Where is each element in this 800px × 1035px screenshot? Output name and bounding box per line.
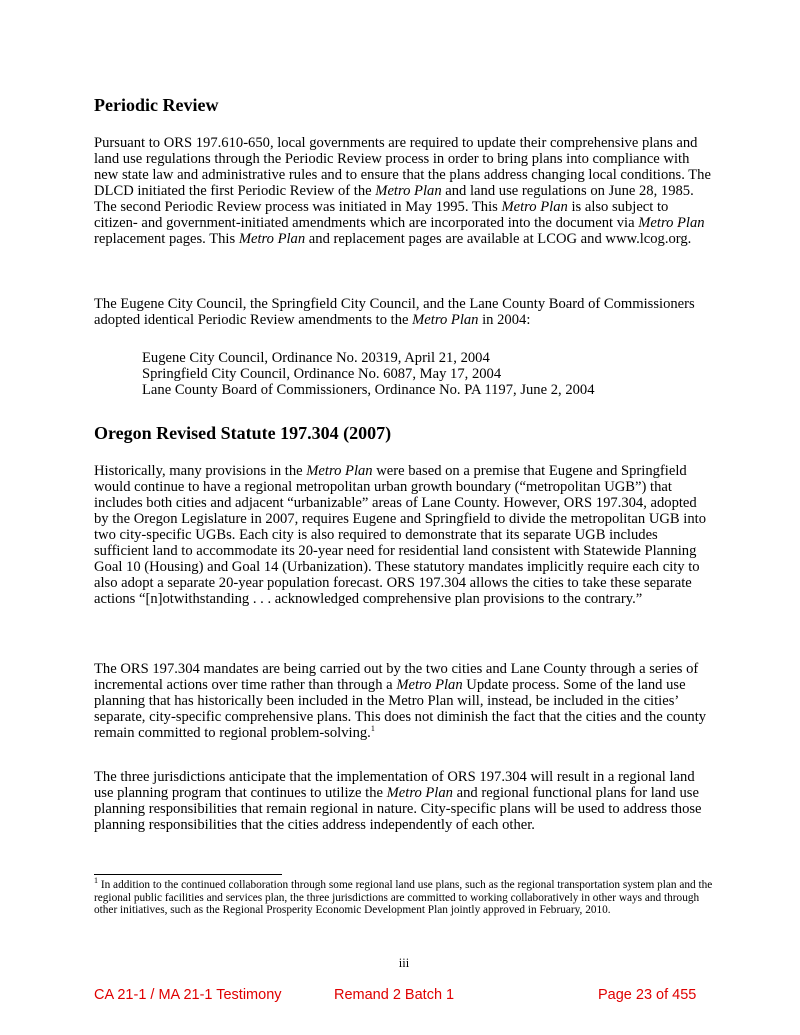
jurisdictions-paragraph: The three jurisdictions anticipate that the implementation of ORS 197.304 will result in a regional land use planning program that continues to utilize the Metro Plan and regional functional plans for land use planning responsibilities that remain regional in nature. City-specific plans will be used to address those planning responsibilities that the cities address independently of each other. xyxy=(94,769,702,833)
section-heading-periodic-review: Periodic Review xyxy=(94,95,219,115)
footnote-marker: 1 xyxy=(94,876,98,886)
adoption-paragraph: The Eugene City Council, the Springfield City Council, and the Lane County Board of Commissioners adopted identical Periodic Review amendments to the Metro Plan in 2004: xyxy=(94,296,695,328)
footnote-reference[interactable]: 1 xyxy=(370,724,375,734)
footnote-divider xyxy=(94,874,282,875)
ordinance-item: Lane County Board of Commissioners, Ordinance No. PA 1197, June 2, 2004 xyxy=(142,382,595,398)
section-heading-ors: Oregon Revised Statute 197.304 (2007) xyxy=(94,423,392,443)
footer-left-label: CA 21-1 / MA 21-1 Testimony xyxy=(94,987,282,1003)
ordinance-list xyxy=(142,350,595,398)
ors-history-paragraph: Historically, many provisions in the Metro Plan were based on a premise that Eugene and Springfield would continue to have a regional metropolitan urban growth boundary (“metropolitan UGB”) that includes both cities and adjacent “urbanizable” areas of Lane County. However, ORS 197.304, adopted by the Oregon Legislature in 2007, requires Eugene and Springfield to divide the metropolitan UGB into two city-specific UGBs. Each city is also required to demonstrate that its separate UGB includes sufficient land to accommodate its 20-year need for residential land consistent with Statewide Planning Goal 10 (Housing) and Goal 14 (Urbanization). These statutory mandates implicitly require each city to also adopt a separate 20-year population forecast. ORS 197.304 allows the cities to take these separate actions “[n]otwithstanding . . . acknowledged comprehensive plan provisions to the contrary.” xyxy=(94,463,706,607)
page-number: iii xyxy=(398,956,410,970)
ors-mandates-paragraph: The ORS 197.304 mandates are being carried out by the two cities and Lane County through a series of incremental actions over time rather than through a Metro Plan Update process. Some of the land use planning that has historically been included in the Metro Plan will, instead, be included in the cities’ separate, city-specific comprehensive plans. This does not diminish the fact that the cities and the county remain committed to regional problem-solving.$^1$ xyxy=(94,661,707,741)
ordinance-item: Eugene City Council, Ordinance No. 20319, April 21, 2004 xyxy=(142,350,490,366)
footer-page-count: Page 23 of 455 xyxy=(598,987,697,1003)
periodic-review-paragraph: Pursuant to ORS 197.610-650, local governments are required to update their comprehensive plans and land use regulations through the Periodic Review process in order to bring plans into compliance with new state law and administrative rules and to ensure that the plans address changing local conditions. The DLCD initiated the first Periodic Review of the Metro Plan and land use regulations on June 28, 1985. The second Periodic Review process was initiated in May 1995. This Metro Plan is also subject to citizen- and government-initiated amendments which are incorporated into the document via Metro Plan replacement pages. This Metro Plan and replacement pages are available at LCOG and www.lcog.org. xyxy=(94,135,711,247)
ordinance-item: Springfield City Council, Ordinance No. 6087, May 17, 2004 xyxy=(142,366,502,382)
footnote: $^1$ In addition to the continued collaboration through some regional land use plans, such as the regional transportation system plan and the regional public facilities and services plan, the three jurisdictions are committed to working collaboratively in other ways and through other initiatives, such as the Regional Prosperity Economic Development Plan jointly approved in February, 2010. xyxy=(94,876,713,916)
footer-center-label: Remand 2 Batch 1 xyxy=(334,987,455,1003)
